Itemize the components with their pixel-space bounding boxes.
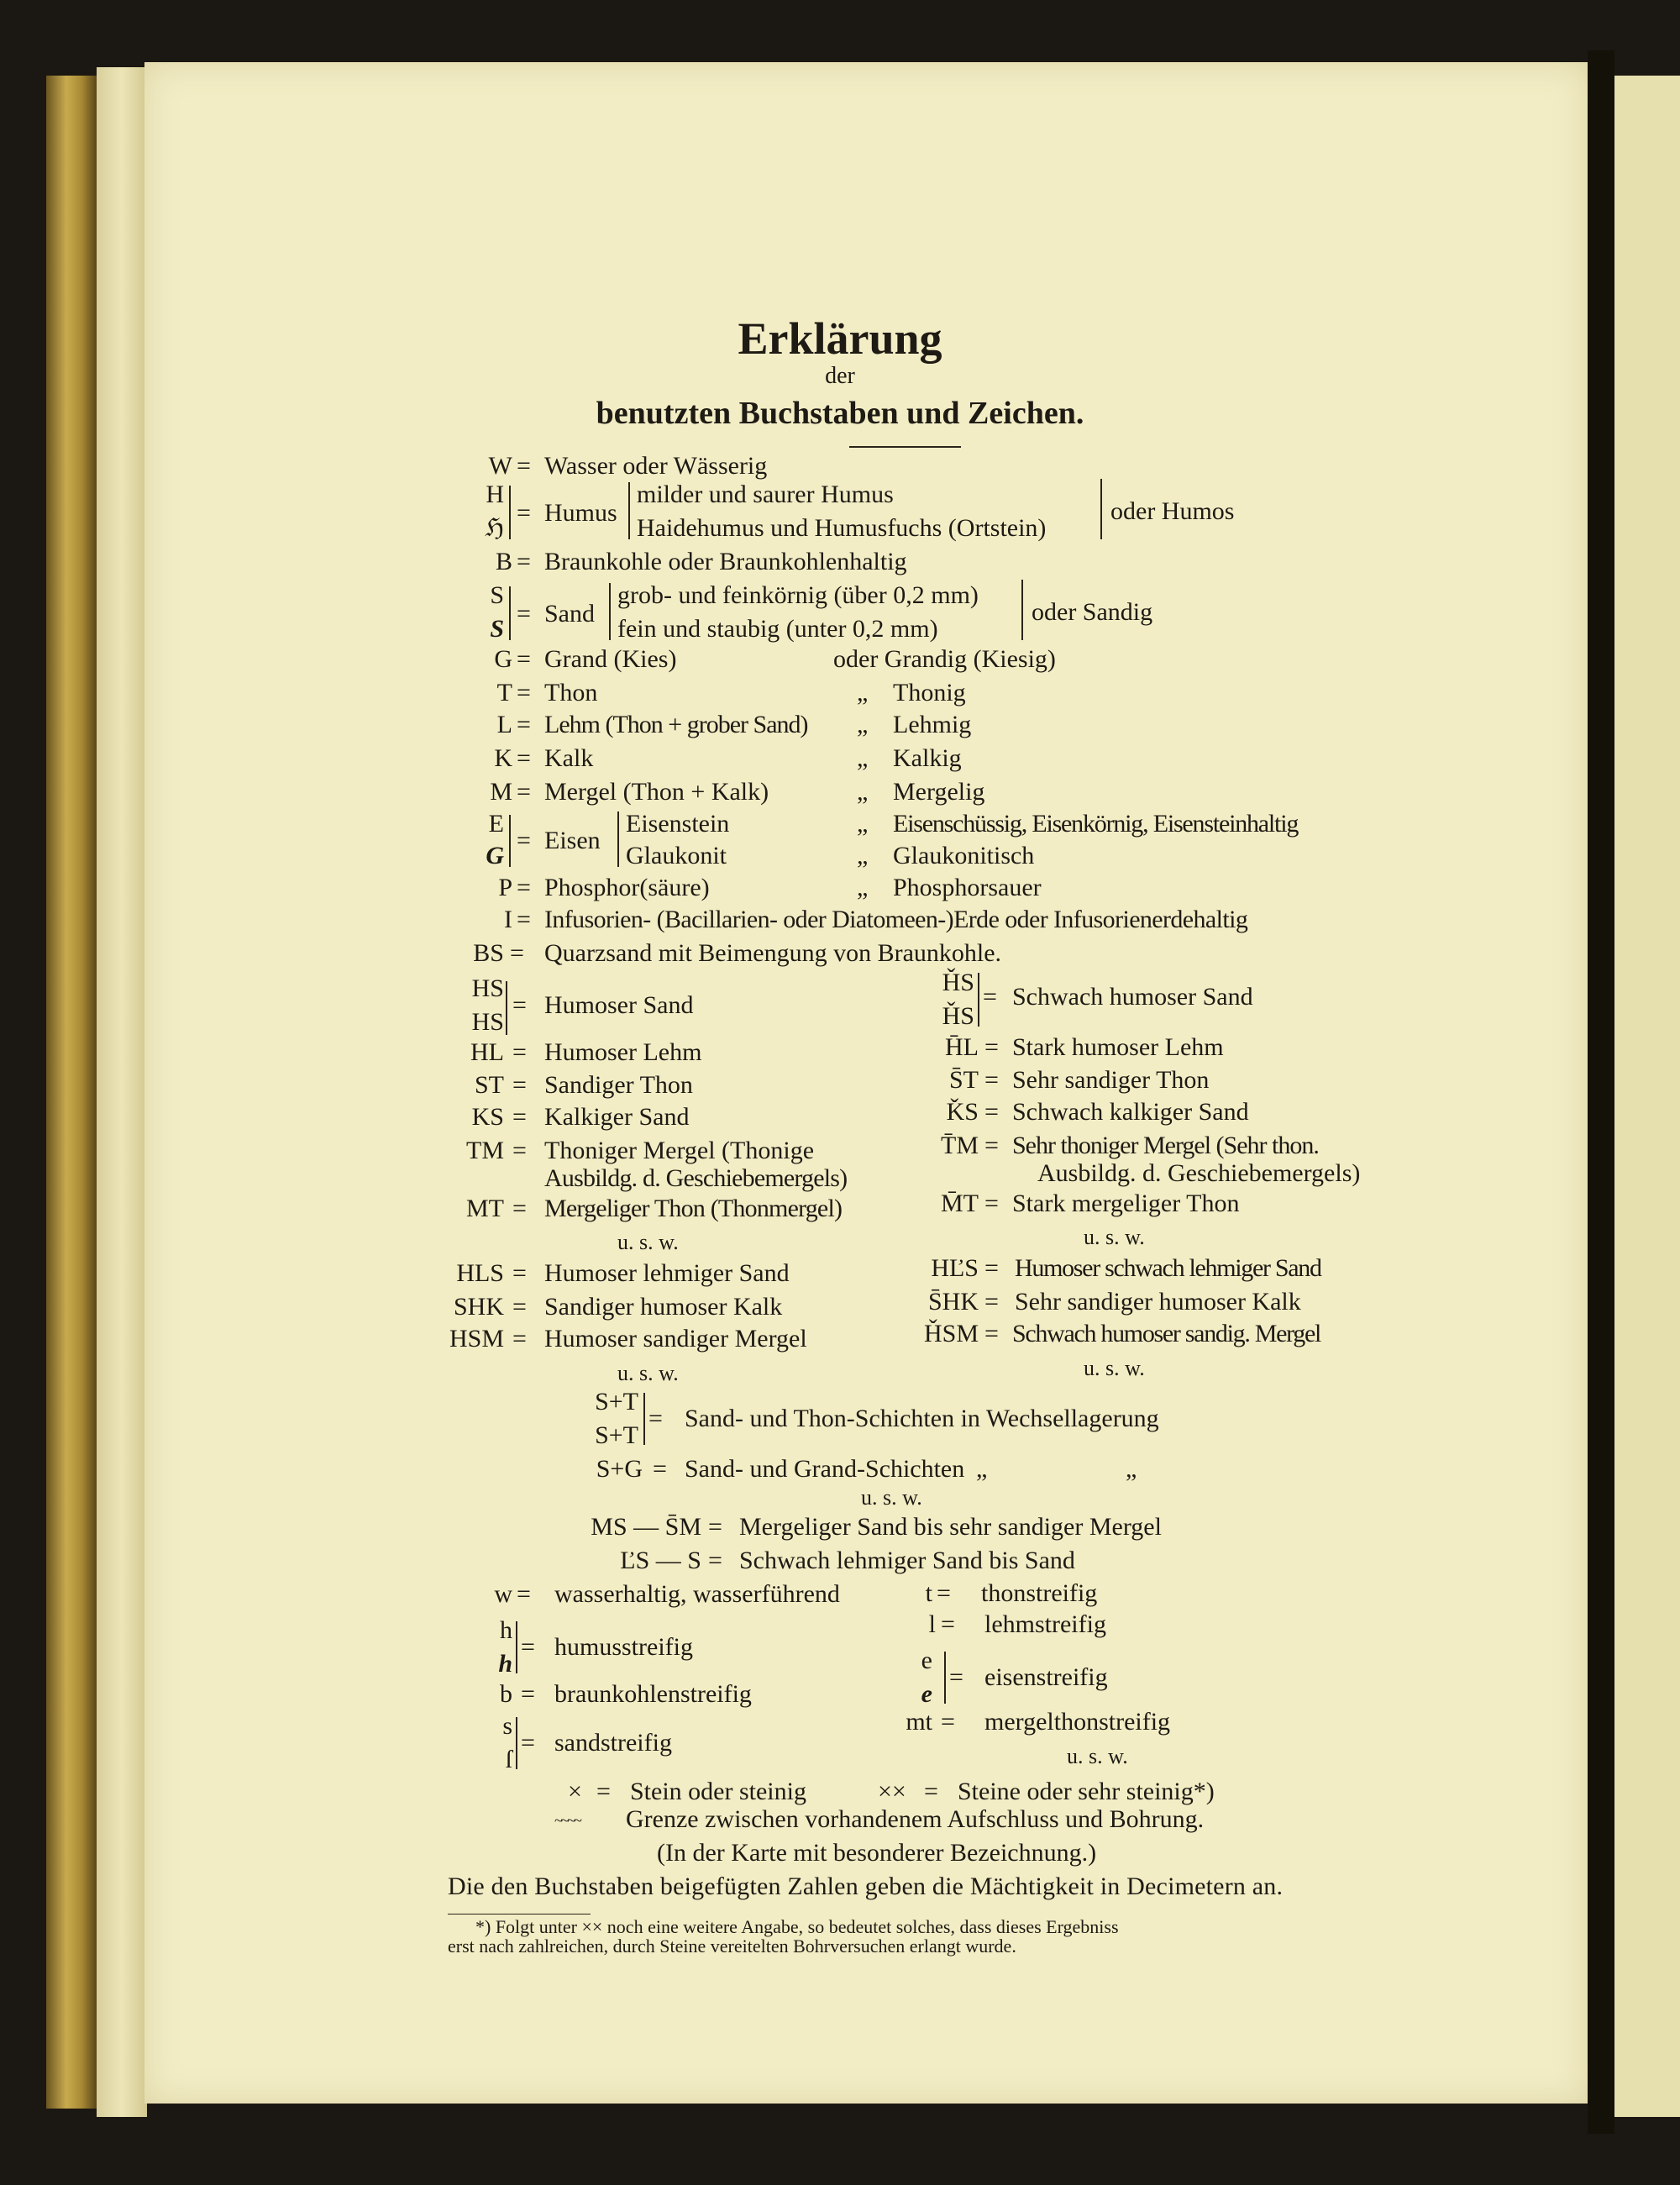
brace	[506, 981, 507, 1035]
equals: =	[517, 499, 531, 527]
equals: =	[521, 1633, 535, 1661]
brace	[944, 1652, 946, 1704]
equals: =	[708, 1513, 722, 1541]
code-H: H	[486, 481, 504, 508]
code: S+T	[595, 1388, 638, 1416]
cross-icon: ×	[568, 1778, 582, 1805]
definition: Stark humoser Lehm	[1012, 1033, 1224, 1061]
definition: Quarzsand mit Beimengung von Braunkohle.	[544, 939, 1002, 967]
definition: Glaukonit	[626, 842, 727, 869]
brace	[509, 815, 511, 867]
brace	[516, 1717, 517, 1769]
definition: Eisenstein	[626, 810, 730, 838]
usw: u. s. w.	[617, 1230, 679, 1254]
definition: Braunkohle oder Braunkohlenhaltig	[544, 548, 907, 575]
equals: =	[984, 1098, 999, 1126]
usw: u. s. w.	[861, 1485, 922, 1510]
code: S+G	[596, 1455, 643, 1483]
equals: =	[521, 1680, 535, 1708]
equals: =	[596, 1778, 611, 1805]
definition: Stark mergeliger Thon	[1012, 1190, 1240, 1217]
definition: braunkohlenstreifig	[554, 1680, 752, 1708]
equals: =	[648, 1405, 663, 1432]
equals: =	[653, 1455, 667, 1483]
equals: =	[517, 548, 531, 575]
brace	[617, 811, 619, 867]
definition: Humoser Lehm	[544, 1038, 702, 1066]
definition: Infusorien- (Bacillarien- oder Diatomeen-)Erde oder Infusorienerdehaltig	[544, 906, 1248, 933]
adjective: Kalkig	[893, 744, 962, 772]
equals: =	[512, 1103, 527, 1131]
equals: =	[517, 778, 531, 806]
code: MS — S̄M	[591, 1513, 701, 1541]
code: h	[500, 1616, 512, 1644]
equals: =	[517, 827, 531, 854]
brace	[1021, 580, 1023, 640]
equals: =	[512, 991, 527, 1019]
definition: Mergeliger Sand bis sehr sandiger Mergel	[739, 1513, 1162, 1541]
equals: =	[984, 1066, 999, 1094]
equals: =	[517, 679, 531, 706]
definition: Sand- und Grand-Schichten	[685, 1455, 965, 1483]
definition: Stein oder steinig	[630, 1778, 806, 1805]
definition: milder und saurer Humus	[637, 481, 894, 508]
definition: thonstreifig	[981, 1579, 1098, 1607]
ditto-mark: „	[976, 1455, 988, 1483]
code: ST	[474, 1071, 504, 1099]
definition: Sehr sandiger Thon	[1012, 1066, 1210, 1094]
definition: Haidehumus und Humusfuchs (Ortstein)	[637, 514, 1047, 542]
code: ȞS	[942, 969, 974, 996]
ditto-mark: „	[857, 679, 869, 706]
code-B: B	[495, 548, 512, 575]
definition: Schwach humoser Sand	[1012, 983, 1253, 1011]
code: mt	[906, 1708, 932, 1736]
definition: mergelthonstreifig	[984, 1708, 1171, 1736]
code-G-fraktur: G	[486, 842, 504, 869]
code: ĽS — S	[620, 1547, 701, 1574]
definition: Humoser Sand	[544, 991, 694, 1019]
code-K: K	[494, 744, 512, 772]
definition: Sandiger Thon	[544, 1071, 693, 1099]
equals: =	[941, 1708, 955, 1736]
code: ſ	[505, 1746, 512, 1773]
title-rule	[849, 446, 961, 448]
definition: Phosphor(säure)	[544, 874, 710, 901]
code: HLS	[456, 1259, 504, 1287]
code-E: E	[488, 810, 504, 838]
wavy-line-icon: ~~~~	[554, 1812, 580, 1829]
equals: =	[924, 1778, 938, 1805]
definition: Humoser lehmiger Sand	[544, 1259, 790, 1287]
definition: Mergel (Thon + Kalk)	[544, 778, 769, 806]
equals: =	[517, 874, 531, 901]
definition: Steine oder sehr steinig*)	[958, 1778, 1215, 1805]
adjective: oder Grandig (Kiesig)	[833, 645, 1056, 673]
code: HS	[471, 974, 504, 1002]
code-BS: BS	[473, 939, 504, 967]
definition: wasserhaltig, wasserführend	[554, 1580, 840, 1608]
equals: =	[512, 1195, 527, 1222]
definition: sandstreifig	[554, 1729, 672, 1757]
equals: =	[941, 1610, 955, 1638]
equals: =	[517, 711, 531, 738]
adjective: Mergelig	[893, 778, 985, 806]
definition: lehmstreifig	[984, 1610, 1106, 1638]
code: l	[928, 1610, 936, 1638]
code-I: I	[504, 906, 512, 933]
equals: =	[984, 1132, 999, 1159]
label-sand: Sand	[544, 600, 595, 628]
code-T: T	[496, 679, 512, 706]
definition: Ausbildg. d. Geschiebemergels)	[544, 1164, 848, 1192]
adjective: Phosphorsauer	[893, 874, 1042, 901]
equals: =	[984, 1254, 999, 1282]
definition: Grenze zwischen vorhandenem Aufschluss und Bohrung.	[626, 1805, 1205, 1833]
ditto-mark: „	[1126, 1455, 1137, 1483]
equals: =	[512, 1259, 527, 1287]
definition: Wasser oder Wässerig	[544, 452, 768, 480]
footnote-rule	[448, 1914, 591, 1915]
equals: =	[517, 452, 531, 480]
usw: u. s. w.	[617, 1361, 679, 1385]
code: HĽS	[931, 1254, 979, 1282]
ditto-mark: „	[857, 711, 869, 738]
equals: =	[517, 1580, 531, 1608]
adjective: Glaukonitisch	[893, 842, 1035, 869]
code: T̄M	[941, 1132, 979, 1159]
definition: humusstreifig	[554, 1633, 693, 1661]
code: M̄T	[941, 1190, 979, 1217]
label-humus: Humus	[544, 499, 617, 527]
code: s	[502, 1712, 512, 1740]
note-decimeters: Die den Buchstaben beigefügten Zahlen geben die Mächtigkeit in Decimetern an.	[448, 1872, 1284, 1900]
double-cross-icon: ××	[878, 1778, 906, 1805]
equals: =	[984, 1033, 999, 1061]
subtitle: benutzten Buchstaben und Zeichen.	[596, 396, 1084, 431]
definition: Lehm (Thon + grober Sand)	[544, 711, 808, 738]
definition: Schwach kalkiger Sand	[1012, 1098, 1249, 1126]
code-M: M	[490, 778, 512, 806]
brace	[609, 583, 611, 640]
code: ȞSM	[923, 1320, 979, 1347]
code: SHK	[453, 1293, 504, 1321]
code: e	[921, 1647, 932, 1674]
definition: Sand- und Thon-Schichten in Wechsellagerung	[685, 1405, 1159, 1432]
page-title: Erklärung	[738, 313, 942, 364]
brace	[978, 973, 979, 1027]
equals: =	[517, 645, 531, 673]
code-W: W	[488, 452, 512, 480]
brace	[643, 1393, 645, 1445]
note-karte: (In der Karte mit besonderer Bezeichnung.)	[657, 1839, 1097, 1867]
definition: Kalk	[544, 744, 594, 772]
equals: =	[984, 1190, 999, 1217]
ditto-mark: „	[857, 778, 869, 806]
ditto-mark: „	[857, 874, 869, 901]
code: HSM	[449, 1325, 504, 1352]
equals: =	[512, 1071, 527, 1099]
equals: =	[949, 1663, 963, 1691]
equals: =	[937, 1579, 951, 1607]
definition: Ausbildg. d. Geschiebemergels)	[1037, 1159, 1361, 1187]
equals: =	[512, 1038, 527, 1066]
adjective: Thonig	[893, 679, 966, 706]
definition: Sehr thoniger Mergel (Sehr thon.	[1012, 1132, 1319, 1159]
equals: =	[512, 1137, 527, 1164]
ditto-mark: „	[857, 810, 869, 838]
code: h	[498, 1650, 512, 1678]
equals: =	[983, 983, 997, 1011]
equals: =	[708, 1547, 722, 1574]
code-L: L	[496, 711, 512, 738]
equals: =	[512, 1325, 527, 1352]
definition: Humoser schwach lehmiger Sand	[1015, 1254, 1321, 1282]
code: e	[921, 1680, 932, 1708]
brace	[509, 586, 511, 640]
label-eisen: Eisen	[544, 827, 601, 854]
code: S̄T	[948, 1066, 979, 1094]
definition: Humoser sandiger Mergel	[544, 1325, 807, 1352]
brace	[509, 486, 511, 539]
definition: Grand (Kies)	[544, 645, 677, 673]
subtitle-der: der	[825, 363, 855, 389]
equals: =	[517, 744, 531, 772]
code-G: G	[494, 645, 512, 673]
code: H̄L	[945, 1033, 979, 1061]
equals: =	[517, 600, 531, 628]
equals: =	[984, 1320, 999, 1347]
usw: u. s. w.	[1084, 1356, 1145, 1380]
code: KS	[471, 1103, 504, 1131]
definition: fein und staubig (unter 0,2 mm)	[617, 615, 938, 643]
adjective: oder Humos	[1110, 497, 1235, 525]
code: MT	[466, 1195, 504, 1222]
footnote: erst nach zahlreichen, durch Steine vereitelten Bohrversuchen erlangt wurde.	[448, 1936, 1016, 1957]
ditto-mark: „	[857, 744, 869, 772]
code: S̄HK	[927, 1288, 979, 1316]
code-S-fraktur: S	[490, 615, 504, 643]
usw: u. s. w.	[1067, 1744, 1128, 1768]
adjective: oder Sandig	[1032, 598, 1153, 626]
definition: Thon	[544, 679, 598, 706]
definition: Kalkiger Sand	[544, 1103, 690, 1131]
adjective: Lehmig	[893, 711, 972, 738]
definition: Thoniger Mergel (Thonige	[544, 1137, 815, 1164]
footnote: *) Folgt unter ×× noch eine weitere Angabe, so bedeutet solches, dass dieses Ergebniss	[475, 1916, 1119, 1937]
equals: =	[521, 1729, 535, 1757]
code: t	[925, 1579, 932, 1607]
equals: =	[510, 939, 524, 967]
brace	[628, 482, 630, 539]
ditto-mark: „	[857, 842, 869, 869]
code: HL	[470, 1038, 504, 1066]
code: w	[494, 1580, 512, 1608]
adjective: Eisenschüssig, Eisenkörnig, Eisensteinhaltig	[893, 810, 1299, 838]
brace	[516, 1621, 517, 1673]
code: S+T	[595, 1421, 638, 1449]
code: TM	[466, 1137, 504, 1164]
code: b	[500, 1680, 512, 1708]
code: HS	[471, 1008, 504, 1036]
definition: Sandiger humoser Kalk	[544, 1293, 783, 1321]
equals: =	[984, 1288, 999, 1316]
equals: =	[517, 906, 531, 933]
brace	[1100, 479, 1102, 539]
code-P: P	[498, 874, 512, 901]
definition: grob- und feinkörnig (über 0,2 mm)	[617, 581, 979, 609]
code-H-fraktur: ℌ	[485, 514, 504, 542]
definition: Sehr sandiger humoser Kalk	[1015, 1288, 1301, 1316]
definition: Mergeliger Thon (Thonmergel)	[544, 1195, 843, 1222]
code: ȞS	[942, 1002, 974, 1030]
definition: Schwach lehmiger Sand bis Sand	[739, 1547, 1075, 1574]
usw: u. s. w.	[1084, 1225, 1145, 1249]
equals: =	[512, 1293, 527, 1321]
code: ǨS	[946, 1098, 979, 1126]
definition: eisenstreifig	[984, 1663, 1108, 1691]
code-S: S	[490, 581, 504, 609]
definition: Schwach humoser sandig. Mergel	[1012, 1320, 1321, 1347]
